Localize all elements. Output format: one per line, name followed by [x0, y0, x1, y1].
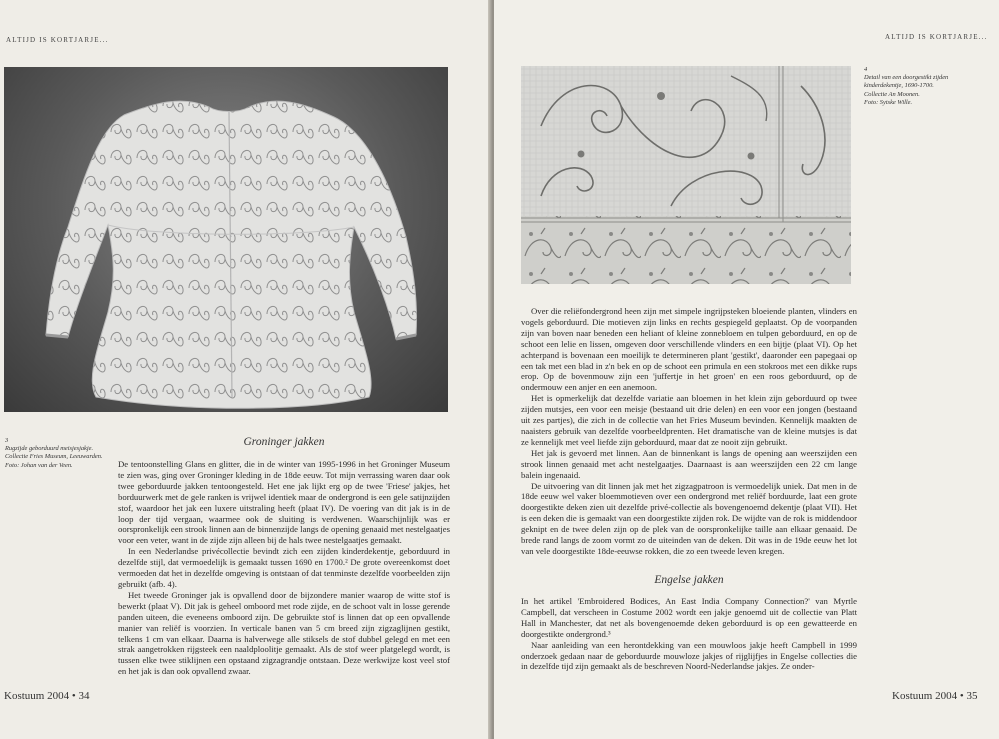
- caption-number: 3: [5, 437, 9, 444]
- right-page: [494, 0, 999, 739]
- figure-4-caption: [864, 66, 989, 107]
- running-head-left: ALTIJD IS KORTJARJE...: [6, 36, 109, 44]
- paragraph: Het tweede Groninger jak is opvallend door de bijzondere manier waarop de witte stof is bewerkt (plaat V). Dit jak is geheel omboord met rode zijde, en de schoot valt in losse gerende panden uiteen, die eveneens omboord zijn. De gebruikte stof is linnen dat op een opvallende manier van reliëf is voorzien. In verticale banen van 5 cm breed zijn zigzaglijnen gestikt, telkens 1 cm van elkaar. Daarna is halverwege alle stiksels de stof dubbel gelegd en met een strak aangetrokken rijgsteek een naaldploolitje gemaakt. Als de stof weer platgelegd wordt, is tussen elke twee stiklijnen een opstaand zigzagrandje ontstaan. Deze werkwijze kost veel stof en het jak is dan ook opvallend zwaar.: [118, 589, 450, 677]
- folio-right: Kostuum 2004 • 35: [892, 690, 978, 702]
- section-heading-groninger: Groninger jakken: [243, 436, 325, 448]
- section-heading-engelse: Engelse jakken: [654, 574, 724, 586]
- paragraph: De tentoonstelling Glans en glitter, die in de winter van 1995-1996 in het Groninger Museum te zien was, ging over Groninger kleding in de 18de eeuw. Tot mijn verrassing waren daar ook twee geborduurde jakken tentoongesteld. Het ene jak lijkt erg op de twee 'Friese' jakjes, het borduurwerk met de gele ranken is vrijwel identiek maar de ondergrond is een gele satijnzijden stof, waardoor het jak een luxere uitstraling heeft (plaat IV). De voering van dit jak is in de loop der tijd vergaan, waarmee ook de sluiting is verdwenen. Waarschijnlijk was er oorspronkelijk een strook linnen aan de binnenzijde langs de opening genaaid met nestelgaatjes voor een veter, want in de zijde zijn alleen bij de hals twee nestelgaatjes gemaakt.: [118, 459, 450, 546]
- left-body-text: [118, 459, 450, 677]
- caption-line: Collectie Fries Museum, Leeuwarden.: [5, 453, 103, 461]
- caption-line: Collectie An Moonen.: [864, 90, 920, 98]
- paragraph: Naar aanleiding van een herontdekking van een mouwloos jakje heeft Campbell in 1999 onderzoek gedaan naar de geborduurde mouwloze jakjes of rijglijfjes in Engelse collecties die in dezelfde tijd zijn gemaakt als de beschreven Noord-Nederlandse jakjes. Ze onder-: [521, 639, 857, 672]
- paragraph: In een Nederlandse privécollectie bevindt zich een zijden kinderdekentje, geborduurd in dezelfde stijl, dat vermoedelijk is gemaakt tussen 1690 en 1700.² De grote overeenkomst doet vermoeden dat het in dezelfde omgeving is ontstaan of dat tenminste dezelfde voorbeelden zijn gebruikt (afb. 4).: [118, 546, 450, 589]
- caption-line: Detail van een doorgestikt zijden: [864, 74, 949, 82]
- right-body-text-top: [521, 306, 857, 557]
- paragraph: Het is opmerkelijk dat dezelfde variatie aan bloemen in het klein zijn geborduurd op twee zijden mutsjes, een voor een meisje (bestaand uit drie delen) en een voor een jongen (bestaand uit zes partjes), die zich in de collectie van het Fries Museum bevinden. Kennelijk maakten de naaisters gebruik van dezelfde voorbeeldprenten. Het dramatische van de kleine mutsjes is dat ze kennelijk met veel liefde zijn geborduurd, maar dat ze nooit zijn gebruikt.: [521, 393, 857, 447]
- embroidered-jacket-photo: [4, 67, 448, 412]
- caption-line: Foto: Sytske Wille.: [864, 98, 913, 106]
- paragraph: De uitvoering van dit linnen jak met het zigzagpatroon is vermoedelijk uniek. Dat men in de 18de eeuw wel vaker bloemmotieven over een ondergrond met reliëf borduurde, laat een grote doorgestikte deken zien uit dezelfde privé-collectie als bovengenoemd dekentje (plaat VII). Het is een deken die is gemaakt van een doorgestikte zijden rok. De wijdte van de rok is middendoor geknipt en de twee delen zijn op de plek van de oorspronkelijke taille aan elkaar genaaid. De brede rand langs de zoom vormt zo de uiteinden van de deken. Dit was in de 19de eeuw het lot van vele doorgestikte 18de-eeuwse rokken, die zo een tweede leven kregen.: [521, 480, 857, 556]
- left-page: [0, 0, 490, 739]
- running-head-right: ALTIJD IS KORTJARJE...: [885, 33, 988, 41]
- caption-line: kinderdekentje, 1690-1700.: [864, 82, 934, 90]
- folio-left: Kostuum 2004 • 34: [4, 690, 90, 702]
- paragraph: Het jak is gevoerd met linnen. Aan de binnenkant is langs de opening aan weerszijden een strook linnen genaaid met acht nestelgaatjes. Daarnaast is aan weerszijden een 22 cm lange balein ingenaaid.: [521, 447, 857, 480]
- right-body-text-bottom: [521, 596, 857, 672]
- caption-line: Rugzijde geborduurd meisjesjakje.: [5, 445, 94, 453]
- paragraph: Over die reliëfondergrond heen zijn met simpele ingrijpsteken bloeiende planten, vlinders en vogels geborduurd. Die motieven zijn links en rechts gespiegeld geplaatst. Op de voorpanden zijn van boven naar beneden een heliant of kleine zonnebloem en tulpen geborduurd, en op de schoot een lelie en lissen, omgeven door verschillende vlinders en een bijtje (plaat VI). Op het achterpand is bovenaan een moeilijk te determineren plant 'gestikt', daaronder een papegaai op een tak met een blad in z'n bek en op de schoot een primula en een stokroos met een dikke rups erop. Op de bovenmouw zijn een 'juffertje in het groen' en een roos geborduurd, op de ondermouw een anjer en een anemoon.: [521, 306, 857, 393]
- caption-line: Foto: Johan van der Veen.: [5, 461, 73, 469]
- quilted-blanket-photo: [521, 66, 851, 284]
- paragraph: In het artikel 'Embroidered Bodices, An East India Company Connection?' van Myrtle Campbell, dat verscheen in Costume 2002 wordt een jakje genoemd uit de collectie van Platt Hall in Manchester, dat net als bovengenoemde deken geborduurd is op een gewatteerde en doorgestikte ondergrond.³: [521, 596, 857, 639]
- caption-number: 4: [864, 66, 868, 73]
- figure-3-caption: [5, 437, 115, 470]
